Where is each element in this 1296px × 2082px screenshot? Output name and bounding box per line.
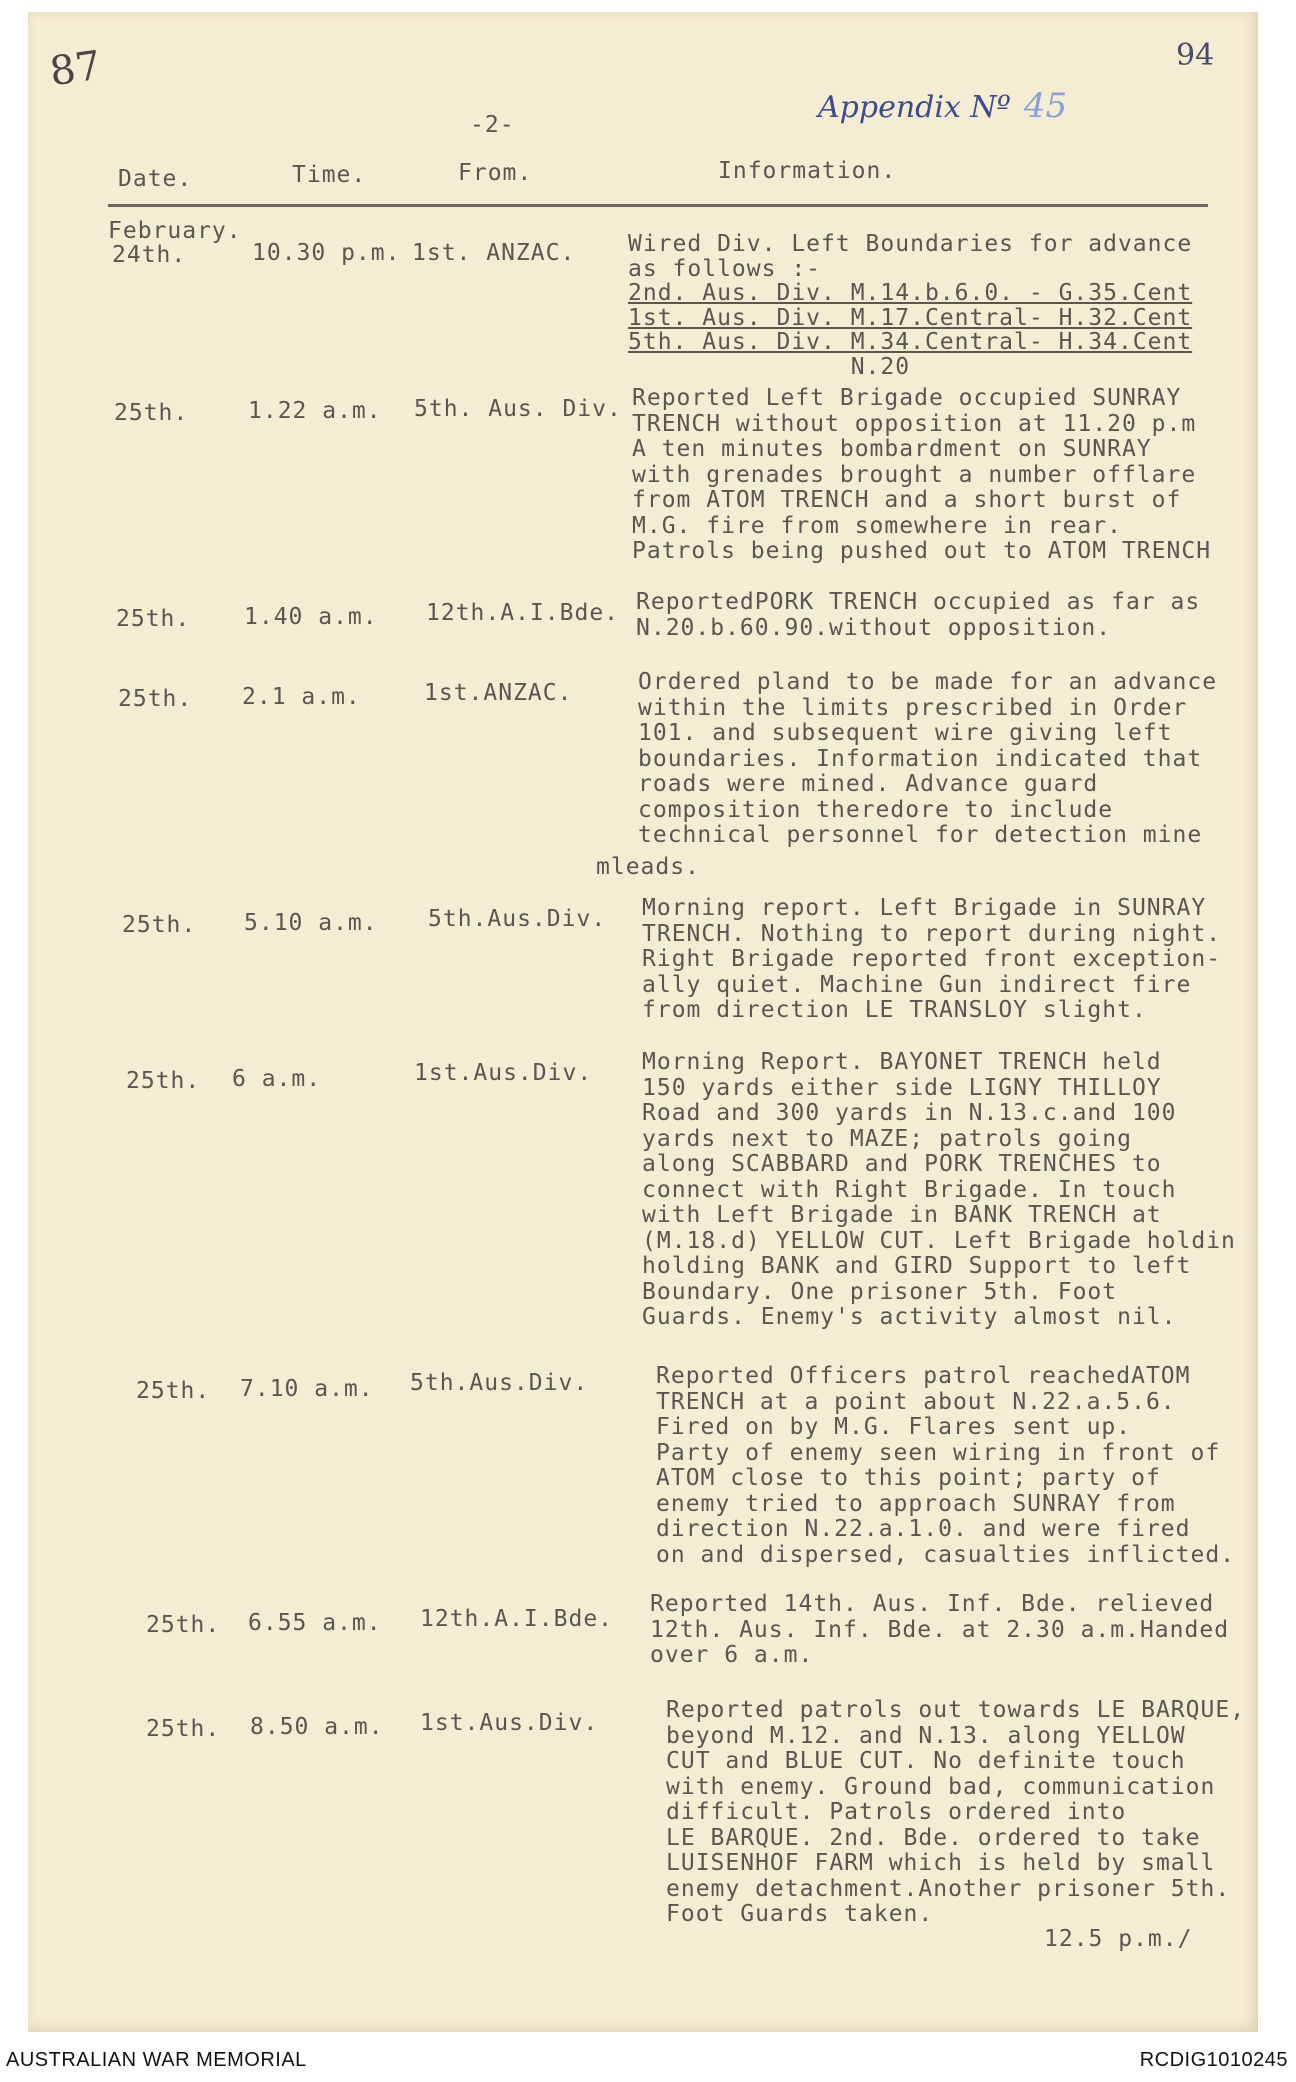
- entry-continuation: mleads.: [596, 854, 700, 880]
- info-line: from ATOM TRENCH and a short burst of: [632, 487, 1182, 513]
- entry-month: February.: [108, 218, 242, 244]
- entry-from: 5th.Aus.Div.: [410, 1370, 589, 1396]
- page-corner-number: 87: [47, 42, 104, 96]
- appendix-number: 45: [1023, 86, 1068, 126]
- entry-date: 25th.: [146, 1612, 221, 1638]
- info-line: TRENCH at a point about N.22.a.5.6.: [656, 1388, 1176, 1415]
- appendix-annotation: [818, 86, 1067, 126]
- entry-from: 1st.Aus.Div.: [414, 1060, 593, 1086]
- info-line: A ten minutes bombardment on SUNRAY: [632, 436, 1152, 462]
- info-line: yards next to MAZE; patrols going: [642, 1125, 1132, 1152]
- entry-from: 1st. ANZAC.: [412, 240, 576, 266]
- info-line: TRENCH. Nothing to report during night.: [642, 920, 1222, 947]
- info-line: Boundary. One prisoner 5th. Foot: [642, 1278, 1118, 1305]
- header-time: Time.: [292, 162, 367, 188]
- info-line: Ordered pland to be made for an advance: [638, 669, 1218, 695]
- info-line: with Left Brigade in BANK TRENCH at: [642, 1202, 1162, 1228]
- footer-reference-id: RCDIG1010245: [1139, 2049, 1288, 2071]
- info-line: over 6 a.m.: [650, 1642, 814, 1668]
- entry-from: 5th.Aus.Div.: [428, 906, 607, 932]
- info-line: within the limits prescribed in Order: [638, 694, 1188, 721]
- info-line: LUISENHOF FARM which is held by small: [666, 1850, 1216, 1876]
- info-line: 5th. Aus. Div. M.34.Central- H.34.Cent: [628, 329, 1193, 355]
- info-line: with grenades brought a number offlare: [632, 461, 1197, 488]
- header-from: From.: [458, 160, 533, 186]
- entry-date: 25th.: [118, 686, 193, 712]
- info-line: (M.18.d) YELLOW CUT. Left Brigade holdin: [642, 1227, 1236, 1254]
- header-rule: [108, 204, 1208, 207]
- info-line: Right Brigade reported front exception-: [642, 946, 1222, 972]
- info-line: Party of enemy seen wiring in front of: [656, 1439, 1221, 1466]
- info-line: Guards. Enemy's activity almost nil.: [642, 1304, 1177, 1330]
- entry-time: 1.22 a.m.: [248, 398, 382, 424]
- entry-information: [642, 1050, 1236, 1331]
- appendix-label: Appendix Nº: [818, 90, 1011, 125]
- entry-date: 25th.: [126, 1068, 201, 1094]
- entry-from: 12th.A.I.Bde.: [426, 600, 620, 626]
- entry-from: 12th.A.I.Bde.: [420, 1606, 614, 1632]
- info-line: 2nd. Aus. Div. M.14.b.6.0. - G.35.Cent: [628, 280, 1193, 306]
- entry-information: [656, 1364, 1235, 1568]
- entry-from: 5th. Aus. Div.: [414, 396, 622, 422]
- header-date: Date.: [118, 166, 193, 192]
- info-line: M.G. fire from somewhere in rear.: [632, 512, 1122, 539]
- header-information: Information.: [718, 158, 897, 184]
- info-line: N.20.b.60.90.without opposition.: [636, 614, 1112, 641]
- info-line: Patrols being pushed out to ATOM TRENCH: [632, 538, 1212, 564]
- info-line: difficult. Patrols ordered into: [666, 1799, 1127, 1825]
- info-line: Foot Guards taken.: [666, 1901, 934, 1927]
- info-line: Reported Left Brigade occupied SUNRAY: [632, 385, 1182, 411]
- footer-institution: AUSTRALIAN WAR MEMORIAL: [6, 2049, 307, 2071]
- entry-time: 6 a.m.: [232, 1066, 322, 1092]
- entry-information: [650, 1592, 1229, 1669]
- info-line: ReportedPORK TRENCH occupied as far as: [636, 589, 1201, 615]
- info-line: Road and 300 yards in N.13.c.and 100: [642, 1100, 1177, 1126]
- entry-time: 1.40 a.m.: [244, 604, 378, 630]
- entry-date: 25th.: [136, 1378, 211, 1404]
- info-line: as follows :-: [628, 255, 822, 282]
- info-line: on and dispersed, casualties inflicted.: [656, 1541, 1236, 1568]
- continued-note: 12.5 p.m./: [1044, 1926, 1193, 1952]
- entry-information: [632, 386, 1211, 565]
- info-line: enemy tried to approach SUNRAY from: [656, 1490, 1176, 1517]
- entry-from: 1st.ANZAC.: [424, 680, 573, 706]
- entry-from: 1st.Aus.Div.: [420, 1710, 599, 1736]
- info-line: ATOM close to this point; party of: [656, 1465, 1161, 1491]
- info-line: Reported patrols out towards LE BARQUE,: [666, 1697, 1246, 1723]
- info-line: connect with Right Brigade. In touch: [642, 1176, 1177, 1203]
- info-line: enemy detachment.Another prisoner 5th.: [666, 1875, 1231, 1902]
- info-line: CUT and BLUE CUT. No definite touch: [666, 1748, 1186, 1774]
- info-line: Reported Officers patrol reachedATOM: [656, 1363, 1191, 1389]
- entry-information: [666, 1698, 1245, 1928]
- info-line: LE BARQUE. 2nd. Bde. ordered to take: [666, 1824, 1201, 1851]
- info-line: technical personnel for detection mine: [638, 822, 1203, 848]
- info-line: ally quiet. Machine Gun indirect fire: [642, 971, 1192, 998]
- entry-date: 25th.: [122, 912, 197, 938]
- info-line: direction N.22.a.1.0. and were fired: [656, 1516, 1191, 1542]
- page-marker: -2-: [470, 112, 515, 138]
- entry-time: 10.30 p.m.: [252, 240, 401, 266]
- info-line: composition theredore to include: [638, 796, 1114, 823]
- info-line: TRENCH without opposition at 11.20 p.m: [632, 410, 1197, 437]
- entry-information: [642, 896, 1221, 1024]
- info-line: with enemy. Ground bad, communication: [666, 1773, 1216, 1800]
- entry-time: 8.50 a.m.: [250, 1714, 384, 1740]
- entry-date: 25th.: [146, 1716, 221, 1742]
- info-line: Morning Report. BAYONET TRENCH held: [642, 1049, 1162, 1075]
- info-line: roads were mined. Advance guard: [638, 771, 1099, 797]
- folio-number: 94: [1176, 38, 1215, 73]
- info-line: beyond M.12. and N.13. along YELLOW: [666, 1722, 1186, 1749]
- info-line: N.20: [628, 353, 911, 380]
- info-line: Wired Div. Left Boundaries for advance: [628, 231, 1193, 257]
- entry-information: [638, 670, 1217, 849]
- entry-time: 6.55 a.m.: [248, 1610, 382, 1636]
- entry-time: 5.10 a.m.: [244, 910, 378, 936]
- info-line: holding BANK and GIRD Support to left: [642, 1253, 1192, 1279]
- info-line: Morning report. Left Brigade in SUNRAY: [642, 895, 1207, 921]
- info-line: Reported 14th. Aus. Inf. Bde. relieved: [650, 1591, 1215, 1617]
- info-line: 12th. Aus. Inf. Bde. at 2.30 a.m.Handed: [650, 1616, 1230, 1643]
- info-line: from direction LE TRANSLOY slight.: [642, 997, 1147, 1023]
- entry-information: [636, 590, 1200, 641]
- entry-date: 25th.: [114, 400, 189, 426]
- info-line: Fired on by M.G. Flares sent up.: [656, 1414, 1132, 1440]
- entry-time: 2.1 a.m.: [242, 684, 361, 710]
- info-line: 150 yards either side LIGNY THILLOY: [642, 1074, 1162, 1101]
- entry-time: 7.10 a.m.: [240, 1376, 374, 1402]
- entry-date: 24th.: [112, 242, 187, 268]
- info-line: 101. and subsequent wire giving left: [638, 720, 1173, 746]
- info-line: boundaries. Information indicated that: [638, 745, 1203, 772]
- entry-date: 25th.: [116, 606, 191, 632]
- info-line: along SCABBARD and PORK TRENCHES to: [642, 1151, 1162, 1177]
- entry-information: [628, 232, 1192, 379]
- info-line: 1st. Aus. Div. M.17.Central- H.32.Cent: [628, 304, 1193, 331]
